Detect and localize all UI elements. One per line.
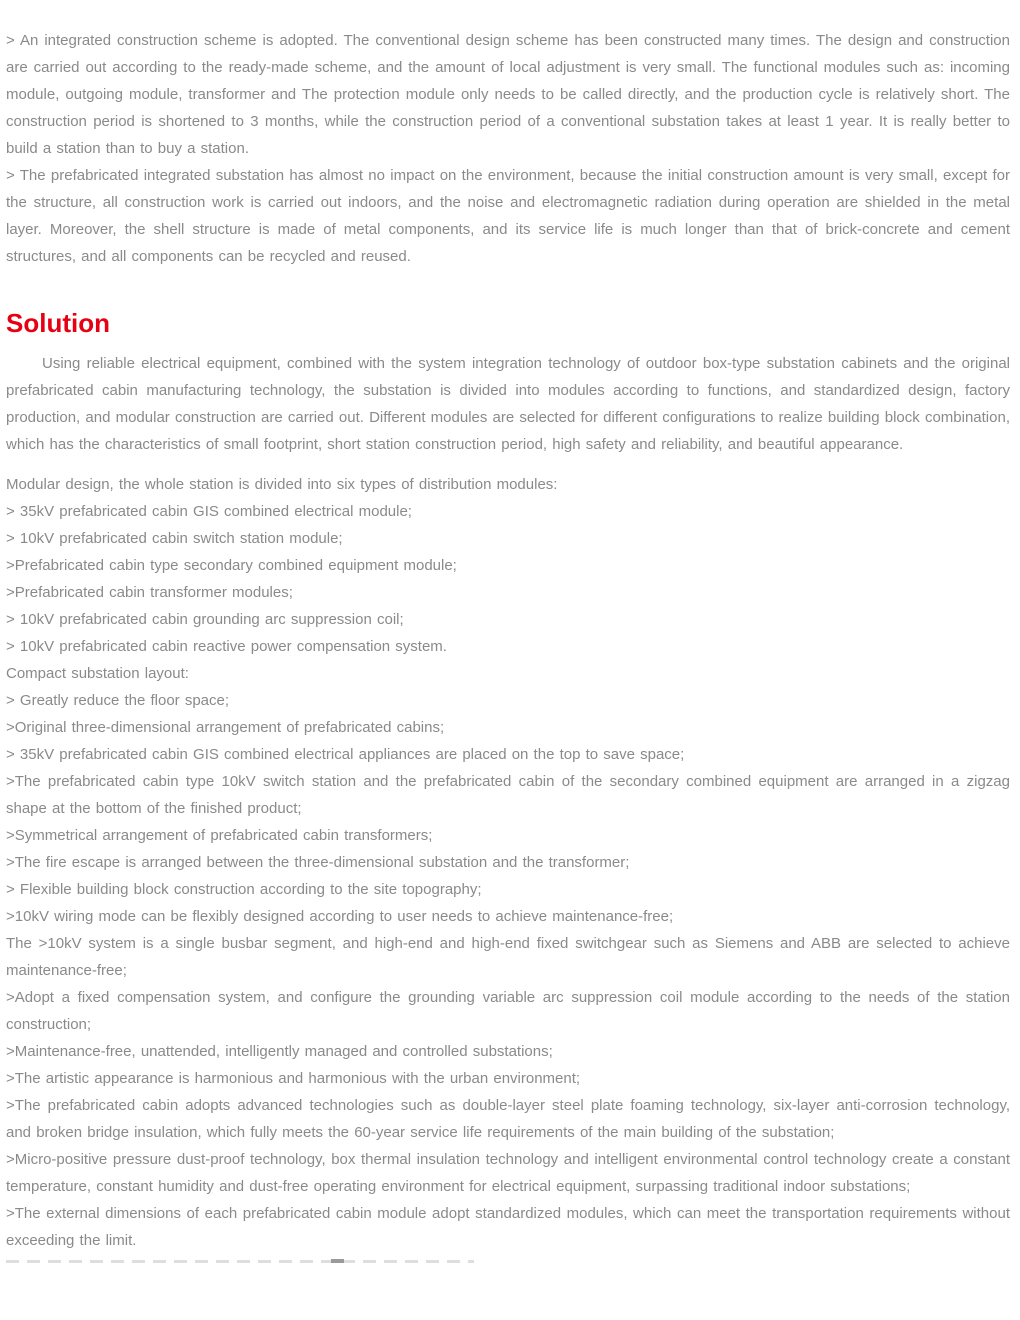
intro-paragraph: > An integrated construction scheme is adopted. The conventional design scheme has been constructed many times. The design and construction are carried out according to the ready-made scheme, and the amount of local adjustment is very small. The functional modules such as: incoming module, outgoing module, transformer and The protection module only needs to be called directly, and the production cycle is relatively short. The construction period is shortened to 3 months, while the construction period of a conventional substation takes at least 1 year. It is really better to build a station than to buy a station. bbox=[6, 32, 1010, 157]
feature-line: >Symmetrical arrangement of prefabricated cabin transformers; bbox=[6, 827, 433, 844]
feature-line: > 10kV prefabricated cabin grounding arc suppression coil; bbox=[6, 611, 404, 628]
feature-list bbox=[6, 471, 1010, 1254]
feature-line: Compact substation layout: bbox=[6, 665, 189, 682]
feature-line: >The prefabricated cabin type 10kV switch station and the prefabricated cabin of the secondary combined equipment are arranged in a zigzag shape at the bottom of the finished product; bbox=[6, 773, 1010, 817]
feature-line: >Adopt a fixed compensation system, and configure the grounding variable arc suppression coil module according to the needs of the station construction; bbox=[6, 989, 1010, 1033]
solution-paragraph: Using reliable electrical equipment, combined with the system integration technology of outdoor box-type substation cabinets and the original prefabricated cabin manufacturing technology, the substation is divided into modules according to functions, and standardized design, factory production, and modular construction are carried out. Different modules are selected for different configurations to realize building block combination, which has the characteristics of small footprint, short station construction period, high safety and reliability, and beautiful appearance. bbox=[6, 355, 1010, 453]
solution-heading: Solution bbox=[6, 308, 110, 338]
feature-line: >Maintenance-free, unattended, intelligently managed and controlled substations; bbox=[6, 1043, 553, 1060]
feature-line: >Prefabricated cabin transformer modules; bbox=[6, 584, 293, 601]
intro-section bbox=[6, 27, 1010, 270]
cutoff-text-artifact bbox=[6, 1260, 474, 1263]
feature-line: >Micro-positive pressure dust-proof technology, box thermal insulation technology and intelligent environmental control technology create a constant temperature, constant humidity and dust-free operating environment for electrical equipment, surpassing traditional indoor substations; bbox=[6, 1151, 1010, 1195]
feature-line: > 35kV prefabricated cabin GIS combined electrical module; bbox=[6, 503, 412, 520]
feature-line: >The artistic appearance is harmonious and harmonious with the urban environment; bbox=[6, 1070, 581, 1087]
feature-line: >The external dimensions of each prefabricated cabin module adopt standardized modules, which can meet the transportation requirements without exceeding the limit. bbox=[6, 1205, 1010, 1249]
feature-line: > Flexible building block construction according to the site topography; bbox=[6, 881, 482, 898]
cutoff-text-dark-dash bbox=[331, 1259, 344, 1263]
feature-line: >The fire escape is arranged between the three-dimensional substation and the transformer; bbox=[6, 854, 630, 871]
feature-line: > 35kV prefabricated cabin GIS combined electrical appliances are placed on the top to save space; bbox=[6, 746, 685, 763]
feature-line: >The prefabricated cabin adopts advanced technologies such as double-layer steel plate foaming technology, six-layer anti-corrosion technology, and broken bridge insulation, which fully meets the 60-year service life requirements of the main building of the substation; bbox=[6, 1097, 1010, 1141]
feature-line: >10kV wiring mode can be flexibly designed according to user needs to achieve maintenance-free; bbox=[6, 908, 674, 925]
feature-line: > 10kV prefabricated cabin reactive power compensation system. bbox=[6, 638, 447, 655]
feature-line: > 10kV prefabricated cabin switch station module; bbox=[6, 530, 343, 547]
feature-line: >Prefabricated cabin type secondary combined equipment module; bbox=[6, 557, 457, 574]
feature-line: >Original three-dimensional arrangement of prefabricated cabins; bbox=[6, 719, 445, 736]
feature-line: Modular design, the whole station is divided into six types of distribution modules: bbox=[6, 476, 558, 493]
feature-line: > Greatly reduce the floor space; bbox=[6, 692, 230, 709]
feature-line: The >10kV system is a single busbar segment, and high-end and high-end fixed switchgear such as Siemens and ABB are selected to achieve maintenance-free; bbox=[6, 935, 1010, 979]
intro-paragraph: > The prefabricated integrated substation has almost no impact on the environment, because the initial construction amount is very small, except for the structure, all construction work is carried out indoors, and the noise and electromagnetic radiation during operation are shielded in the metal layer. Moreover, the shell structure is made of metal components, and its service life is much longer than that of brick-concrete and cement structures, and all components can be recycled and reused. bbox=[6, 167, 1010, 265]
